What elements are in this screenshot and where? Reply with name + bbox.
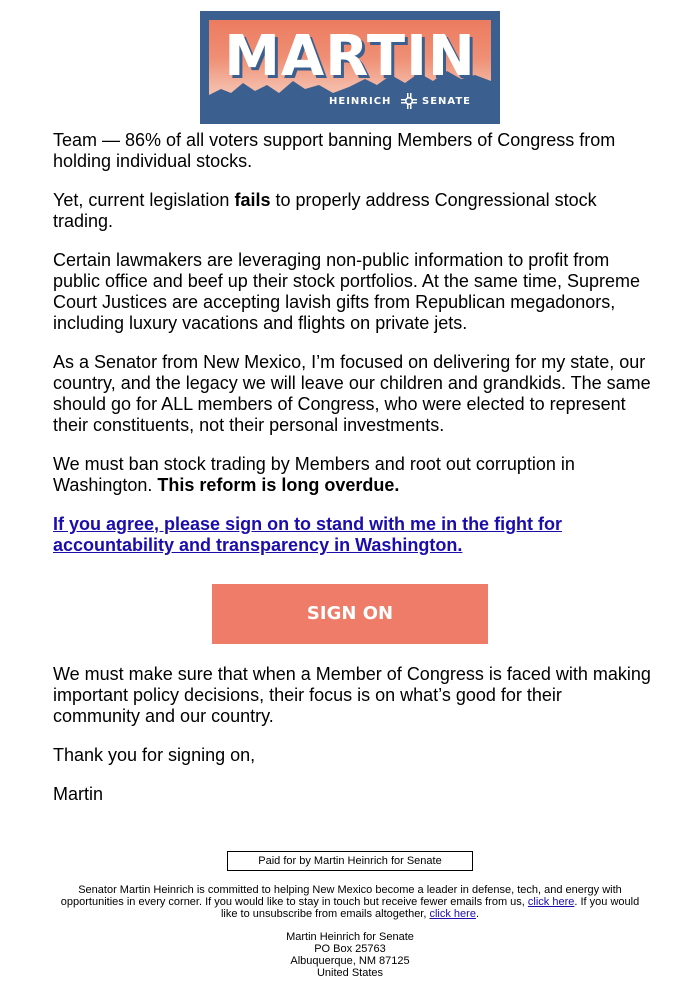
zia-sun-icon (399, 91, 419, 111)
paragraph (53, 514, 653, 556)
bold-text: fails (234, 190, 271, 210)
text: to properly address Congressional stock trading. (53, 190, 597, 231)
paragraph: Thank you for signing on, (53, 745, 256, 765)
logo-name: MARTIN (224, 24, 476, 89)
logo-heinrich: HEINRICH (329, 96, 392, 107)
text: Yet, current legislation (53, 190, 235, 210)
paragraph: We must make sure that when a Member of Congress is faced with making important policy decisions, their focus is on what’s good for their community and our country. (53, 664, 651, 726)
text: . If you would like to unsubscribe from emails altogether, (220, 896, 640, 920)
paragraph: Team — 86% of all voters support banning Members of Congress from holding individual stocks. (53, 130, 616, 171)
text: . (475, 908, 480, 920)
mailing-address (200, 931, 500, 979)
footer-text (55, 884, 645, 920)
signature: Martin (53, 784, 104, 804)
paid-for-disclaimer: Paid for by Martin Heinrich for Senate (227, 851, 473, 871)
fewer-emails-link[interactable]: click here (527, 896, 575, 908)
address-line: PO Box 25763 (314, 943, 386, 955)
logo-senate: SENATE (422, 96, 472, 107)
paragraph (53, 454, 653, 496)
paragraph (53, 190, 653, 232)
text: Senator Martin Heinrich is committed to helping New Mexico become a leader in defense, tech, and energy with opportunities in every corner. If you would like to stay in touch but receive fewer emails from us, (60, 884, 622, 908)
unsubscribe-link[interactable]: click here (429, 908, 476, 920)
campaign-logo (200, 11, 500, 124)
paragraph: Certain lawmakers are leveraging non-public information to profit from public office and beef up their stock portfolios. At the same time, Supreme Court Justices are accepting lavish gifts from Republican megadonors, including luxury vacations and flights on private jets. (53, 250, 640, 333)
bold-text: This reform is long overdue. (157, 475, 400, 495)
address-line: United States (316, 967, 384, 979)
text: We must ban stock trading by Members and root out corruption in Washington. (53, 454, 575, 495)
sign-on-link[interactable]: If you agree, please sign on to stand with me in the fight for accountability and transparency in Washington. (53, 514, 563, 555)
address-line: Martin Heinrich for Senate (286, 931, 414, 943)
address-line: Albuquerque, NM 87125 (290, 955, 410, 967)
email-body (53, 130, 653, 823)
paragraph: As a Senator from New Mexico, I’m focused on delivering for my state, our country, and the legacy we will leave our children and grandkids. The same should go for ALL members of Congress, who were elected to represent their constituents, not their personal investments. (53, 352, 651, 435)
sign-on-button[interactable]: SIGN ON (212, 584, 488, 644)
